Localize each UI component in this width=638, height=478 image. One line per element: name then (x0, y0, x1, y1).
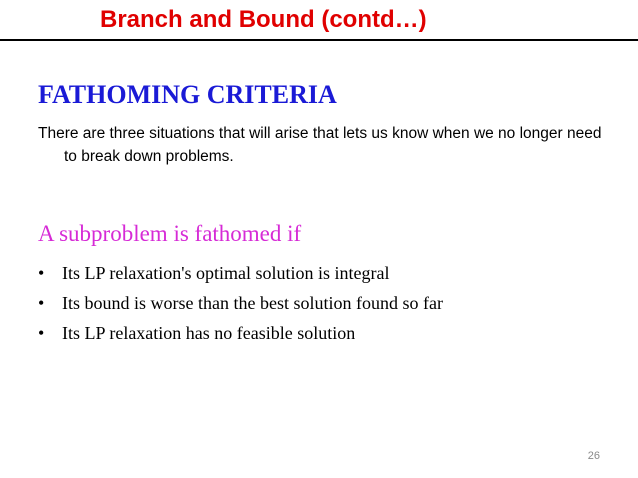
slide-title: Branch and Bound (contd…) (100, 6, 427, 33)
list-item (38, 258, 443, 288)
title-divider (0, 39, 638, 41)
criteria-list (38, 258, 443, 348)
subheading: A subproblem is fathomed if (38, 221, 302, 246)
bullet-icon: • (38, 293, 45, 313)
list-item (38, 318, 443, 348)
list-item-text: Its LP relaxation's optimal solution is integral (62, 263, 390, 283)
intro-paragraph: There are three situations that will arise that lets us know when we no longer need to break down problems. (38, 125, 602, 165)
bullet-icon: • (38, 323, 45, 343)
list-item-text: Its bound is worse than the best solution found so far (62, 293, 443, 313)
list-item (38, 288, 443, 318)
bullet-icon: • (38, 263, 45, 283)
list-item-text: Its LP relaxation has no feasible solution (62, 323, 356, 343)
page-number: 26 (587, 450, 600, 462)
section-heading: FATHOMING CRITERIA (38, 80, 337, 109)
